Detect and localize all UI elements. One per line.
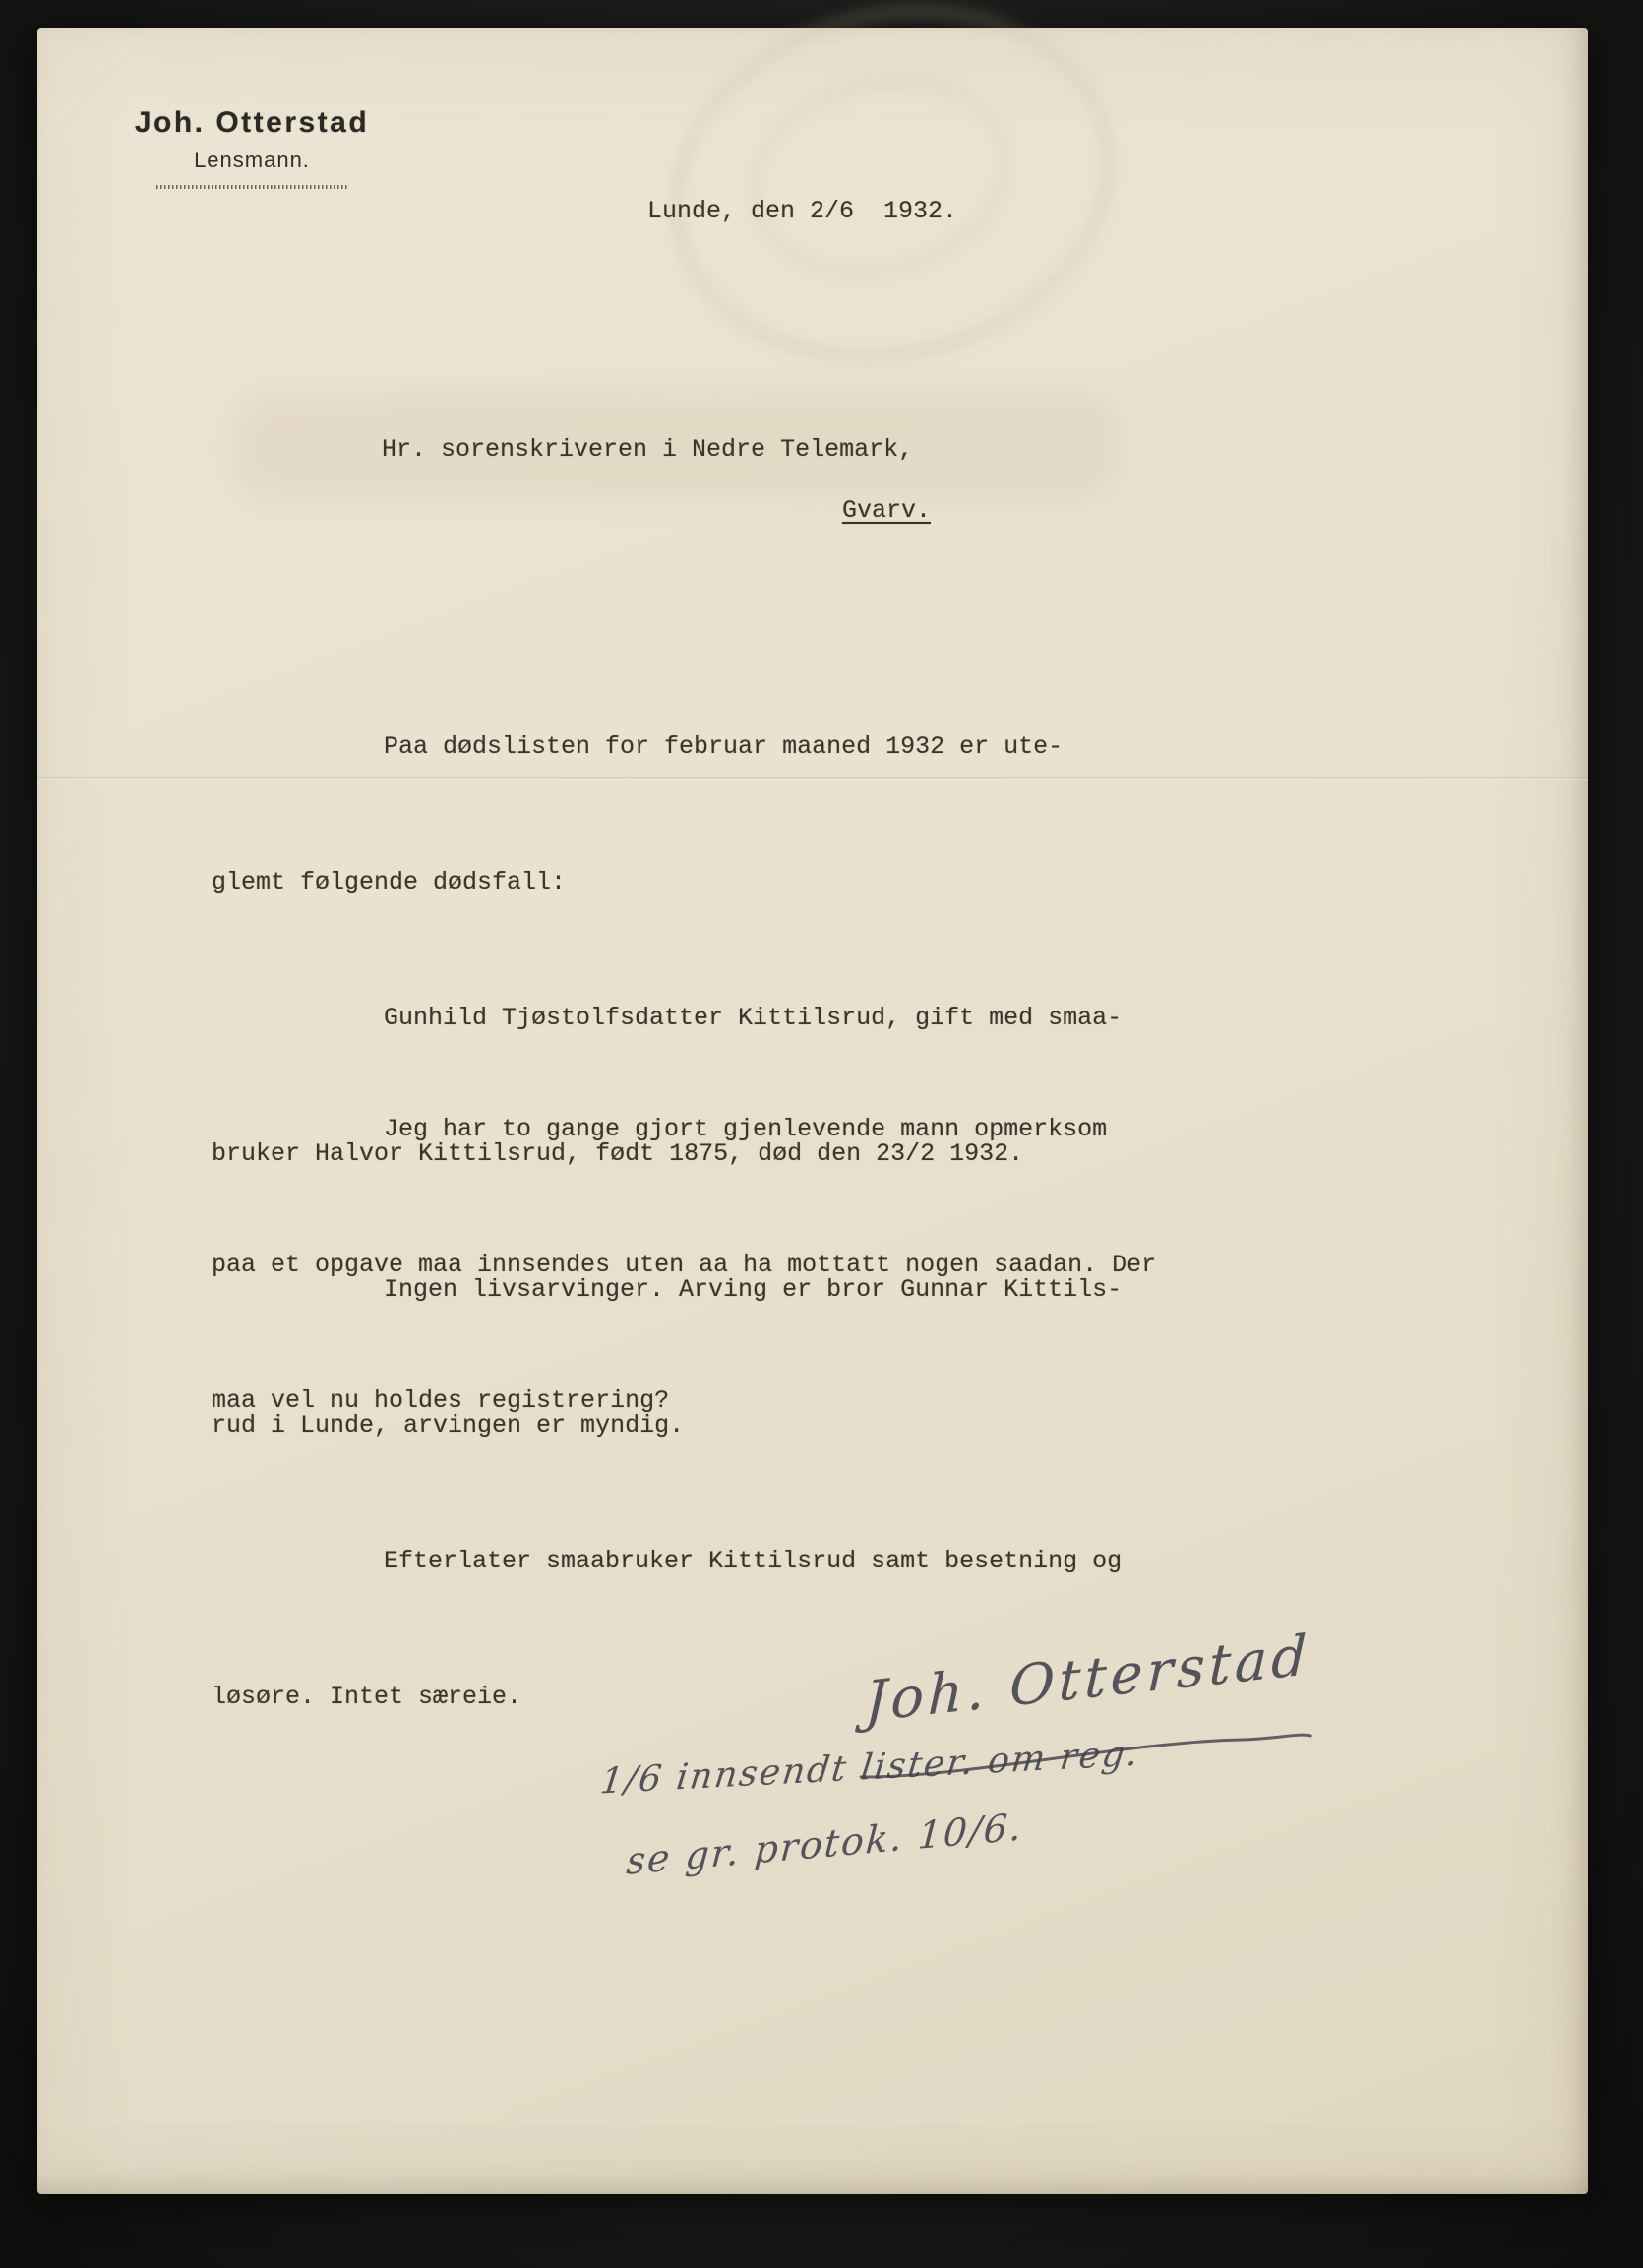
signature-note-line: 1/6 innsendt lister. om reg. bbox=[597, 1733, 1143, 1803]
signature-name: Joh. Otterstad bbox=[864, 1623, 1312, 1736]
letterhead bbox=[124, 106, 380, 189]
recipient-place: Gvarv. bbox=[842, 496, 932, 524]
body-line: rud i Lunde, arvingen er myndig. bbox=[212, 1411, 685, 1440]
body-paragraph-2 bbox=[212, 1016, 1451, 1514]
signature-note-line: se gr. protok. 10/6. bbox=[625, 1805, 1025, 1883]
body-line: paa et opgave maa innsendes uten aa ha mottatt nogen saadan. Der bbox=[212, 1251, 1157, 1279]
letterhead-name: Joh. Otterstad bbox=[134, 106, 370, 139]
letterhead-title: Lensmann. bbox=[194, 148, 310, 172]
recipient-addressee: Hr. sorenskriveren i Nedre Telemark, bbox=[382, 435, 914, 463]
body-line: maa vel nu holdes registrering? bbox=[212, 1386, 670, 1415]
body-line: Efterlater smaabruker Kittilsrud samt besetning og bbox=[384, 1547, 1123, 1575]
body-line: glemt følgende dødsfall: bbox=[212, 868, 567, 896]
letterhead-rule bbox=[156, 185, 348, 189]
body-line: Ingen livsarvinger. Arving er bror Gunnar Kittils- bbox=[384, 1275, 1123, 1304]
body-line: bruker Halvor Kittilsrud, født 1875, død den 23/2 1932. bbox=[212, 1139, 1024, 1168]
letter-paper bbox=[37, 28, 1588, 2194]
body-line: løsøre. Intet særeie. bbox=[212, 1683, 522, 1711]
body-line: Gunhild Tjøstolfsdatter Kittilsrud, gift med smaa- bbox=[384, 1004, 1123, 1032]
body-line: Paa dødslisten for februar maaned 1932 er ute- bbox=[384, 732, 1064, 761]
dateline: Lunde, den 2/6 1932. bbox=[647, 197, 958, 225]
body-line: Jeg har to gange gjort gjenlevende mann opmerksom bbox=[384, 1115, 1108, 1143]
